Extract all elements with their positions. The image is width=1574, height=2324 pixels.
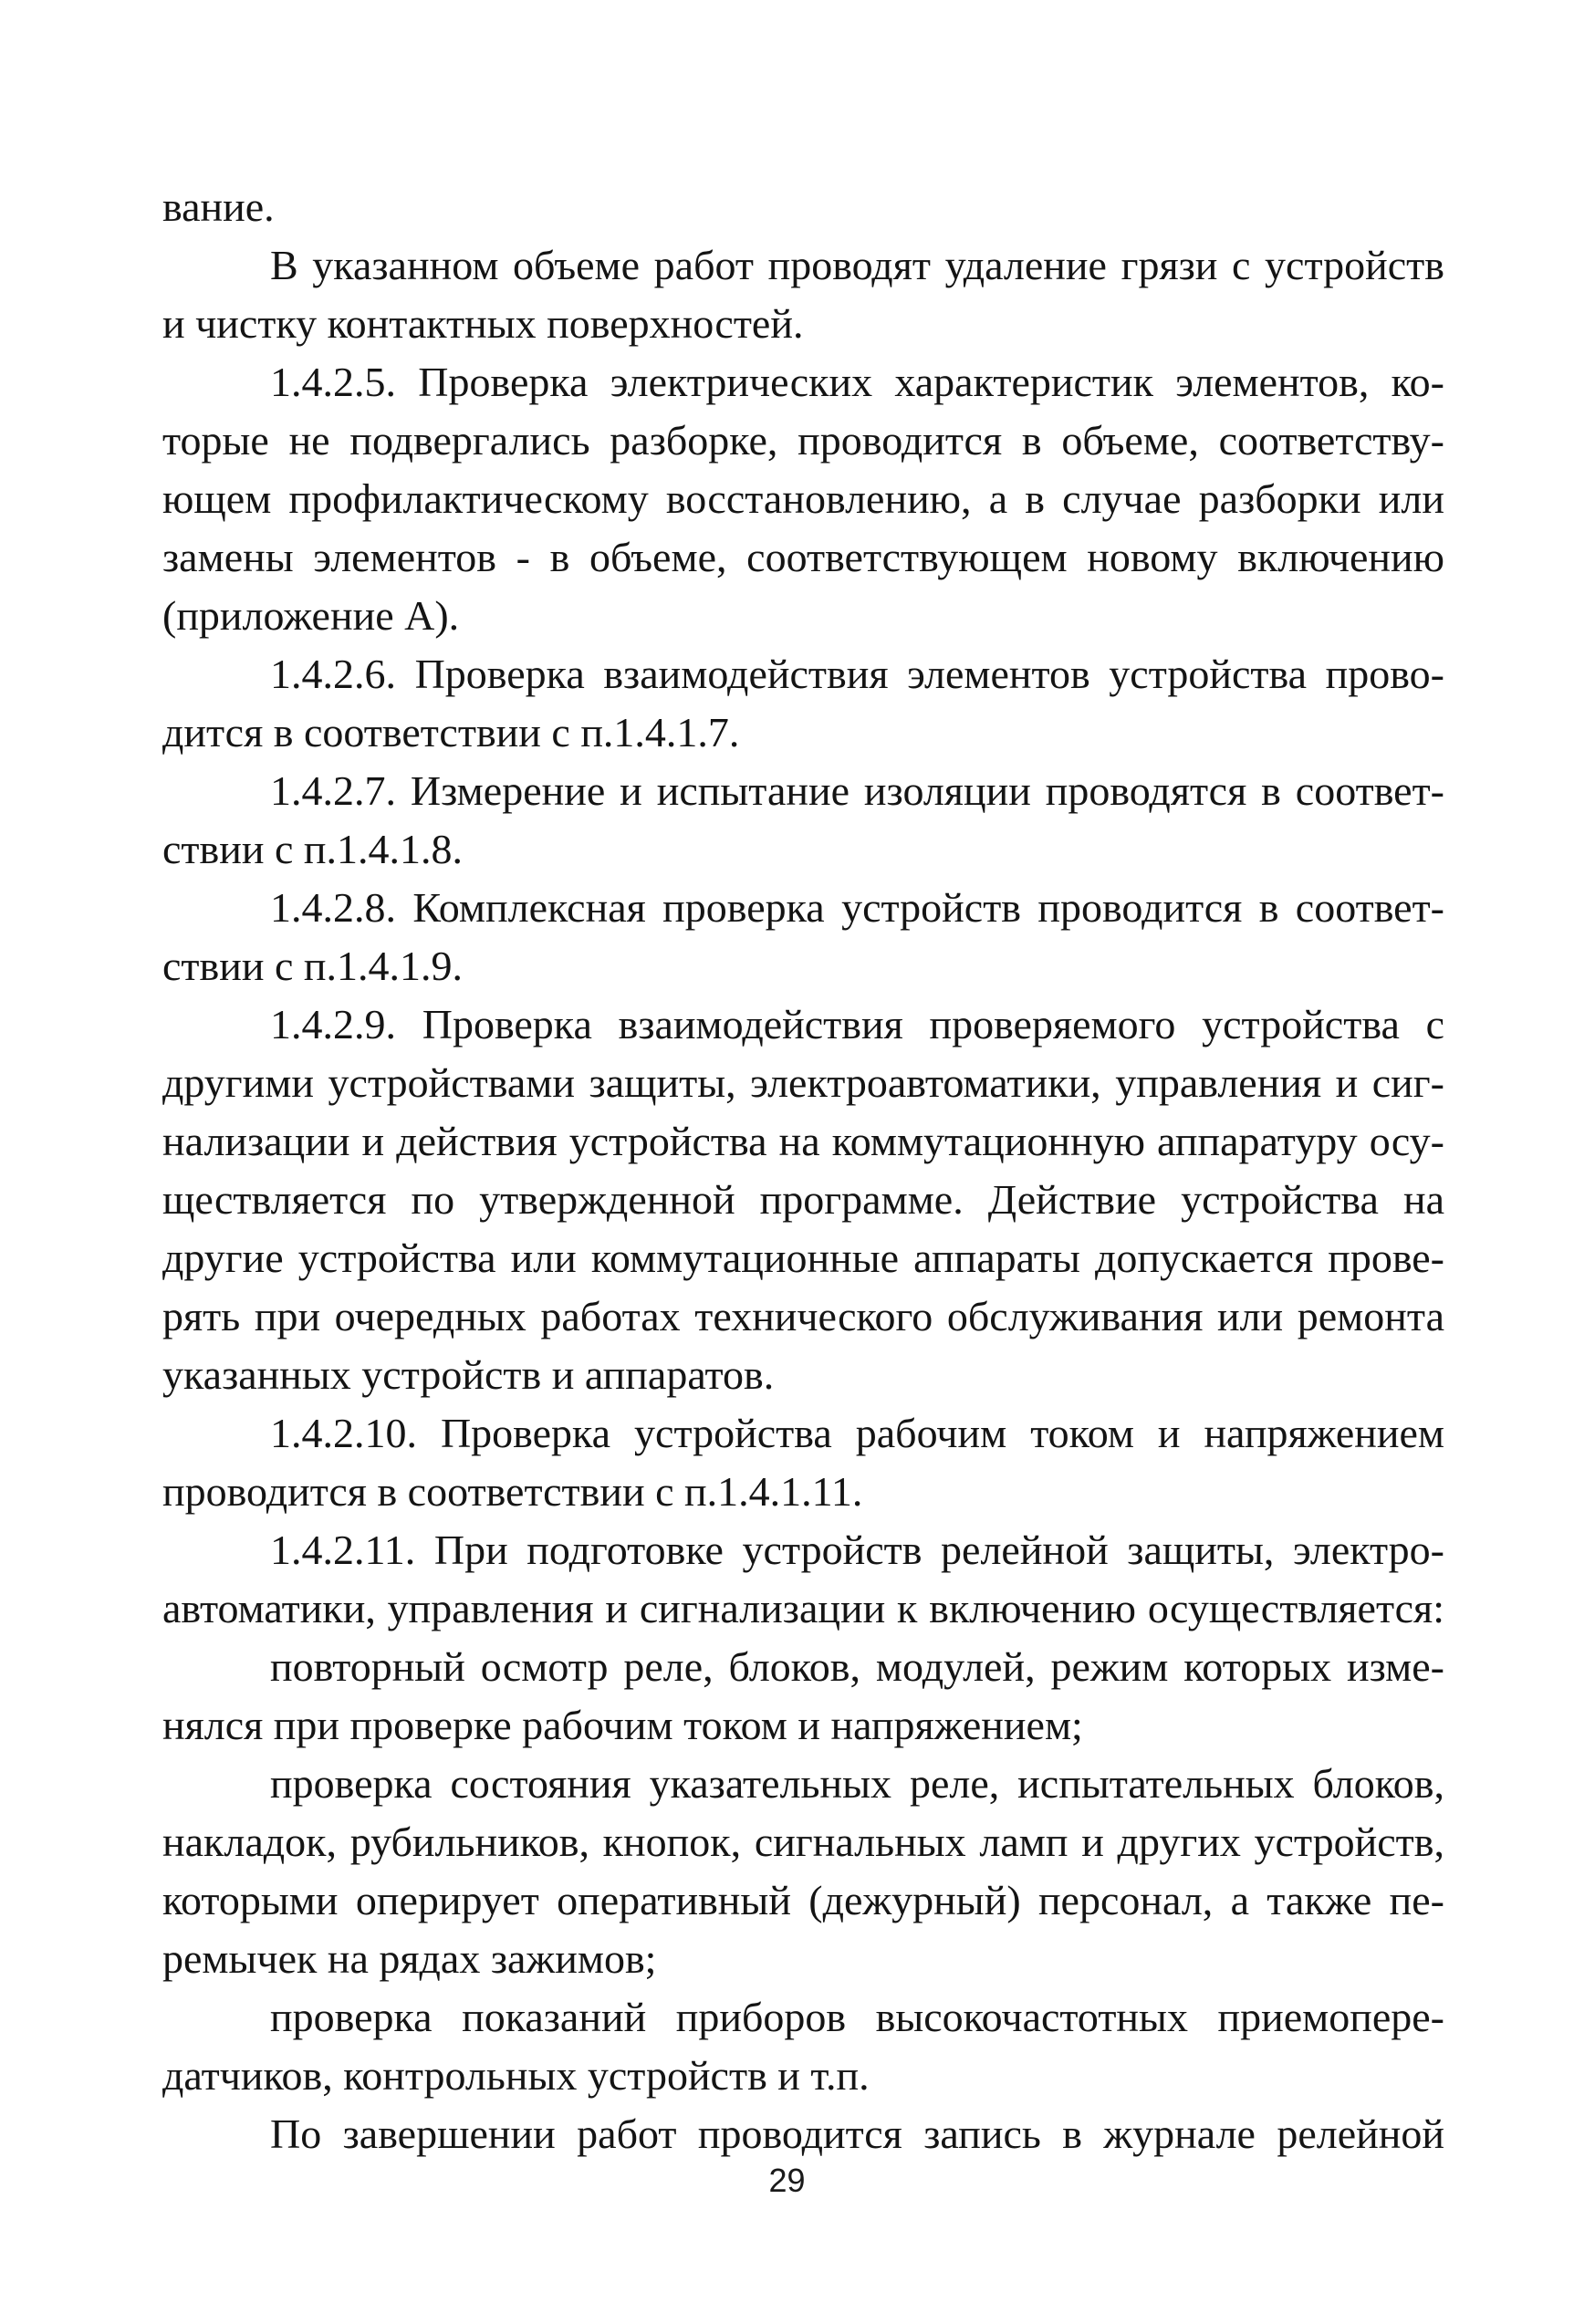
text-line-19: другие устройства или коммутационные аппараты допускается прове-: [162, 1235, 1444, 1281]
text-line-2: В указанном объеме работ проводят удаление грязи с устройств: [270, 242, 1444, 288]
document-page: [162, 179, 1444, 2157]
page-number: 29: [768, 2162, 806, 2199]
text-line-16: другими устройствами защиты, электроавтоматики, управления и сиг-: [162, 1059, 1444, 1106]
text-line-33: датчиков, контрольных устройств и т.п.: [162, 2052, 870, 2099]
text-line-1: вание.: [162, 183, 275, 230]
text-line-7: замены элементов - в объеме, соответствующем новому включению: [162, 534, 1444, 580]
text-line-6: ющем профилактическому восстановлению, а в случае разборки или: [162, 475, 1444, 522]
text-line-4: 1.4.2.5. Проверка электрических характеристик элементов, ко-: [270, 359, 1444, 405]
text-line-8: (приложение А).: [162, 592, 460, 639]
text-line-17: нализации и действия устройства на коммутационную аппаратуру осу-: [162, 1118, 1444, 1164]
text-line-22: 1.4.2.10. Проверка устройства рабочим током и напряжением: [270, 1410, 1444, 1456]
text-line-26: повторный осмотр реле, блоков, модулей, режим которых изме-: [270, 1643, 1444, 1690]
text-line-25: автоматики, управления и сигнализации к включению осуществляется:: [162, 1585, 1444, 1631]
text-line-20: рять при очередных работах технического обслуживания или ремонта: [162, 1293, 1444, 1339]
text-line-24: 1.4.2.11. При подготовке устройств релейной защиты, электро-: [270, 1527, 1444, 1573]
text-line-10: дится в соответствии с п.1.4.1.7.: [162, 709, 740, 756]
text-line-30: которыми оперирует оперативный (дежурный) персонал, а также пе-: [162, 1877, 1444, 1923]
text-line-27: нялся при проверке рабочим током и напряжением;: [162, 1702, 1083, 1748]
text-line-5: торые не подвергались разборке, проводится в объеме, соответству-: [162, 417, 1444, 464]
text-line-28: проверка состояния указательных реле, испытательных блоков,: [270, 1760, 1444, 1807]
text-line-11: 1.4.2.7. Измерение и испытание изоляции проводятся в соответ-: [270, 767, 1444, 814]
text-line-21: указанных устройств и аппаратов.: [162, 1351, 775, 1398]
text-line-13: 1.4.2.8. Комплексная проверка устройств проводится в соответ-: [270, 884, 1444, 931]
text-line-12: ствии с п.1.4.1.8.: [162, 826, 464, 872]
text-line-14: ствии с п.1.4.1.9.: [162, 943, 464, 989]
text-line-3: и чистку контактных поверхностей.: [162, 300, 804, 347]
text-line-18: ществляется по утвержденной программе. Действие устройства на: [162, 1176, 1444, 1223]
text-line-15: 1.4.2.9. Проверка взаимодействия проверяемого устройства с: [270, 1001, 1444, 1047]
text-line-31: ремычек на рядах зажимов;: [162, 1935, 657, 1982]
text-line-34: По завершении работ проводится запись в журнале релейной: [270, 2110, 1444, 2157]
text-line-32: проверка показаний приборов высокочастотных приемопере-: [270, 1994, 1444, 2040]
text-line-23: проводится в соответствии с п.1.4.1.11.: [162, 1468, 863, 1515]
text-line-9: 1.4.2.6. Проверка взаимодействия элементов устройства прово-: [270, 651, 1444, 697]
text-line-29: накладок, рубильников, кнопок, сигнальных ламп и других устройств,: [162, 1819, 1444, 1865]
